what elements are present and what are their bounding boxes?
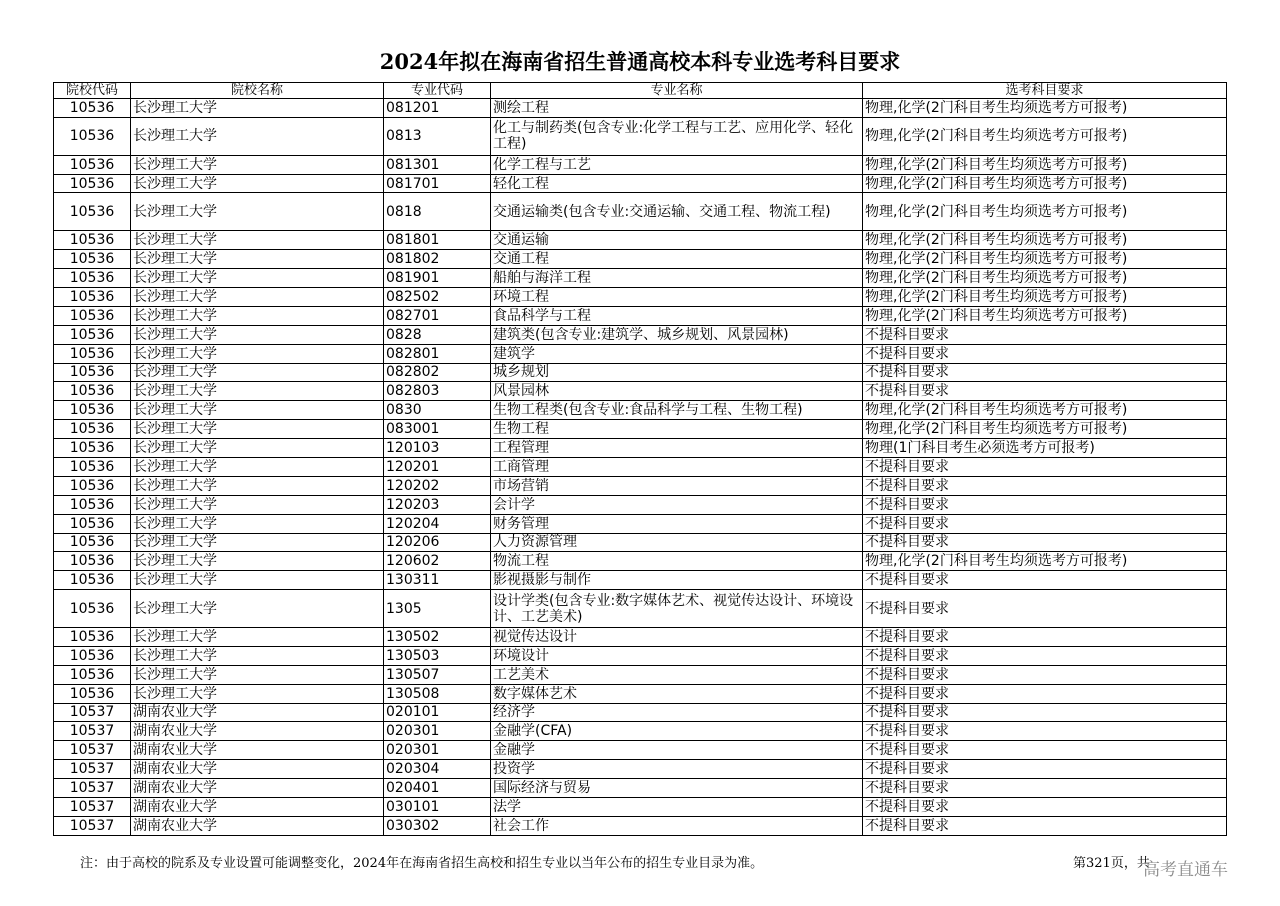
- major-name-cell: 影视摄影与制作: [491, 571, 863, 590]
- major-code-cell: 020401: [384, 779, 491, 798]
- school-code-cell: 10536: [54, 382, 131, 401]
- school-name-cell: 长沙理工大学: [131, 590, 384, 628]
- major-name-cell: 法学: [491, 798, 863, 817]
- table-header-row: [54, 83, 1227, 99]
- school-name-cell: 长沙理工大学: [131, 99, 384, 118]
- major-name-cell: 经济学: [491, 703, 863, 722]
- table-row: [54, 495, 1227, 514]
- subject-requirement-cell: 物理,化学(2门科目考生均须选考方可报考): [863, 269, 1227, 288]
- requirements-table: [53, 82, 1227, 836]
- school-name-cell: 长沙理工大学: [131, 155, 384, 174]
- school-name-cell: 长沙理工大学: [131, 439, 384, 458]
- table-row: [54, 722, 1227, 741]
- major-code-cell: 120202: [384, 476, 491, 495]
- table-row: [54, 627, 1227, 646]
- watermark: 高考直通车: [1143, 860, 1228, 880]
- major-code-cell: 030302: [384, 816, 491, 835]
- major-code-cell: 083001: [384, 420, 491, 439]
- major-name-cell: 设计学类(包含专业:数字媒体艺术、视觉传达设计、环境设计、工艺美术): [491, 590, 863, 628]
- school-code-cell: 10536: [54, 590, 131, 628]
- school-name-cell: 长沙理工大学: [131, 306, 384, 325]
- subject-requirement-cell: 不提科目要求: [863, 382, 1227, 401]
- school-code-cell: 10536: [54, 627, 131, 646]
- subject-requirement-cell: 不提科目要求: [863, 703, 1227, 722]
- school-name-cell: 长沙理工大学: [131, 401, 384, 420]
- header-major-name: 专业名称: [491, 83, 863, 99]
- table-row: [54, 703, 1227, 722]
- school-name-cell: 湖南农业大学: [131, 703, 384, 722]
- school-name-cell: 湖南农业大学: [131, 760, 384, 779]
- table-row: [54, 287, 1227, 306]
- school-code-cell: 10536: [54, 495, 131, 514]
- major-code-cell: 081802: [384, 250, 491, 269]
- subject-requirement-cell: 不提科目要求: [863, 571, 1227, 590]
- table-row: [54, 816, 1227, 835]
- major-code-cell: 081901: [384, 269, 491, 288]
- major-code-cell: 130507: [384, 665, 491, 684]
- major-code-cell: 082701: [384, 306, 491, 325]
- major-name-cell: 工艺美术: [491, 665, 863, 684]
- subject-requirement-cell: 物理,化学(2门科目考生均须选考方可报考): [863, 174, 1227, 193]
- school-name-cell: 长沙理工大学: [131, 552, 384, 571]
- major-code-cell: 130502: [384, 627, 491, 646]
- subject-requirement-cell: 不提科目要求: [863, 741, 1227, 760]
- table-row: [54, 457, 1227, 476]
- subject-requirement-cell: 物理,化学(2门科目考生均须选考方可报考): [863, 401, 1227, 420]
- major-name-cell: 金融学(CFA): [491, 722, 863, 741]
- school-code-cell: 10536: [54, 363, 131, 382]
- table-row: [54, 231, 1227, 250]
- major-code-cell: 082802: [384, 363, 491, 382]
- table-row: [54, 798, 1227, 817]
- subject-requirement-cell: 物理,化学(2门科目考生均须选考方可报考): [863, 420, 1227, 439]
- major-name-cell: 工商管理: [491, 457, 863, 476]
- subject-requirement-cell: 不提科目要求: [863, 363, 1227, 382]
- major-name-cell: 财务管理: [491, 514, 863, 533]
- major-name-cell: 化工与制药类(包含专业:化学工程与工艺、应用化学、轻化工程): [491, 117, 863, 155]
- major-code-cell: 0818: [384, 193, 491, 231]
- subject-requirement-cell: 不提科目要求: [863, 514, 1227, 533]
- school-code-cell: 10536: [54, 457, 131, 476]
- school-code-cell: 10536: [54, 665, 131, 684]
- subject-requirement-cell: 不提科目要求: [863, 495, 1227, 514]
- subject-requirement-cell: 物理(1门科目考生必须选考方可报考): [863, 439, 1227, 458]
- footnote: 注：由于高校的院系及专业设置可能调整变化，2024年在海南省招生高校和招生专业以当年公布的招生专业目录为准。: [80, 856, 764, 871]
- school-name-cell: 长沙理工大学: [131, 363, 384, 382]
- major-code-cell: 082803: [384, 382, 491, 401]
- header-subject-requirement: 选考科目要求: [863, 83, 1227, 99]
- major-code-cell: 020101: [384, 703, 491, 722]
- school-code-cell: 10536: [54, 401, 131, 420]
- subject-requirement-cell: 物理,化学(2门科目考生均须选考方可报考): [863, 552, 1227, 571]
- school-code-cell: 10536: [54, 231, 131, 250]
- subject-requirement-cell: 不提科目要求: [863, 684, 1227, 703]
- table-row: [54, 382, 1227, 401]
- table-row: [54, 741, 1227, 760]
- major-name-cell: 金融学: [491, 741, 863, 760]
- major-code-cell: 120201: [384, 457, 491, 476]
- school-name-cell: 长沙理工大学: [131, 325, 384, 344]
- table-row: [54, 325, 1227, 344]
- school-name-cell: 长沙理工大学: [131, 684, 384, 703]
- subject-requirement-cell: 物理,化学(2门科目考生均须选考方可报考): [863, 117, 1227, 155]
- school-code-cell: 10536: [54, 174, 131, 193]
- school-name-cell: 长沙理工大学: [131, 476, 384, 495]
- major-code-cell: 081201: [384, 99, 491, 118]
- major-code-cell: 130311: [384, 571, 491, 590]
- school-name-cell: 长沙理工大学: [131, 533, 384, 552]
- subject-requirement-cell: 不提科目要求: [863, 798, 1227, 817]
- major-name-cell: 数字媒体艺术: [491, 684, 863, 703]
- school-name-cell: 长沙理工大学: [131, 250, 384, 269]
- school-name-cell: 湖南农业大学: [131, 722, 384, 741]
- table-row: [54, 306, 1227, 325]
- major-name-cell: 交通工程: [491, 250, 863, 269]
- table-row: [54, 99, 1227, 118]
- major-code-cell: 130503: [384, 646, 491, 665]
- table-row: [54, 571, 1227, 590]
- school-code-cell: 10536: [54, 533, 131, 552]
- subject-requirement-cell: 不提科目要求: [863, 344, 1227, 363]
- table-row: [54, 117, 1227, 155]
- major-code-cell: 020301: [384, 741, 491, 760]
- table-body: [54, 99, 1227, 836]
- header-major-code: 专业代码: [384, 83, 491, 99]
- major-code-cell: 120203: [384, 495, 491, 514]
- school-name-cell: 长沙理工大学: [131, 495, 384, 514]
- school-code-cell: 10537: [54, 741, 131, 760]
- school-code-cell: 10536: [54, 420, 131, 439]
- header-school-code: 院校代码: [54, 83, 131, 99]
- subject-requirement-cell: 不提科目要求: [863, 476, 1227, 495]
- school-code-cell: 10537: [54, 703, 131, 722]
- school-name-cell: 长沙理工大学: [131, 231, 384, 250]
- subject-requirement-cell: 不提科目要求: [863, 627, 1227, 646]
- subject-requirement-cell: 物理,化学(2门科目考生均须选考方可报考): [863, 287, 1227, 306]
- table-row: [54, 363, 1227, 382]
- school-code-cell: 10537: [54, 722, 131, 741]
- major-name-cell: 风景园林: [491, 382, 863, 401]
- major-name-cell: 船舶与海洋工程: [491, 269, 863, 288]
- school-name-cell: 长沙理工大学: [131, 514, 384, 533]
- major-code-cell: 120206: [384, 533, 491, 552]
- major-name-cell: 交通运输: [491, 231, 863, 250]
- school-code-cell: 10537: [54, 779, 131, 798]
- table-row: [54, 269, 1227, 288]
- school-name-cell: 长沙理工大学: [131, 174, 384, 193]
- major-name-cell: 视觉传达设计: [491, 627, 863, 646]
- school-name-cell: 长沙理工大学: [131, 665, 384, 684]
- table-row: [54, 174, 1227, 193]
- table-row: [54, 155, 1227, 174]
- school-name-cell: 长沙理工大学: [131, 344, 384, 363]
- school-code-cell: 10536: [54, 646, 131, 665]
- major-name-cell: 人力资源管理: [491, 533, 863, 552]
- page-title: 2024年拟在海南省招生普通高校本科专业选考科目要求: [379, 49, 901, 74]
- school-code-cell: 10537: [54, 816, 131, 835]
- major-name-cell: 生物工程类(包含专业:食品科学与工程、生物工程): [491, 401, 863, 420]
- major-name-cell: 工程管理: [491, 439, 863, 458]
- school-code-cell: 10536: [54, 250, 131, 269]
- school-name-cell: 长沙理工大学: [131, 193, 384, 231]
- major-code-cell: 120103: [384, 439, 491, 458]
- major-code-cell: 020304: [384, 760, 491, 779]
- major-code-cell: 0813: [384, 117, 491, 155]
- school-name-cell: 长沙理工大学: [131, 420, 384, 439]
- school-code-cell: 10537: [54, 798, 131, 817]
- school-name-cell: 湖南农业大学: [131, 741, 384, 760]
- school-name-cell: 长沙理工大学: [131, 571, 384, 590]
- major-code-cell: 120602: [384, 552, 491, 571]
- school-name-cell: 长沙理工大学: [131, 646, 384, 665]
- subject-requirement-cell: 不提科目要求: [863, 722, 1227, 741]
- major-code-cell: 130508: [384, 684, 491, 703]
- subject-requirement-cell: 物理,化学(2门科目考生均须选考方可报考): [863, 306, 1227, 325]
- table-row: [54, 533, 1227, 552]
- major-name-cell: 化学工程与工艺: [491, 155, 863, 174]
- major-name-cell: 生物工程: [491, 420, 863, 439]
- major-code-cell: 0830: [384, 401, 491, 420]
- school-name-cell: 长沙理工大学: [131, 269, 384, 288]
- major-name-cell: 食品科学与工程: [491, 306, 863, 325]
- major-name-cell: 环境工程: [491, 287, 863, 306]
- table-row: [54, 779, 1227, 798]
- school-code-cell: 10536: [54, 193, 131, 231]
- major-name-cell: 会计学: [491, 495, 863, 514]
- subject-requirement-cell: 不提科目要求: [863, 665, 1227, 684]
- table-row: [54, 590, 1227, 628]
- table-row: [54, 439, 1227, 458]
- subject-requirement-cell: 物理,化学(2门科目考生均须选考方可报考): [863, 99, 1227, 118]
- major-name-cell: 国际经济与贸易: [491, 779, 863, 798]
- subject-requirement-cell: 不提科目要求: [863, 779, 1227, 798]
- major-code-cell: 120204: [384, 514, 491, 533]
- school-code-cell: 10536: [54, 269, 131, 288]
- major-name-cell: 投资学: [491, 760, 863, 779]
- subject-requirement-cell: 不提科目要求: [863, 760, 1227, 779]
- major-code-cell: 081301: [384, 155, 491, 174]
- subject-requirement-cell: 不提科目要求: [863, 590, 1227, 628]
- major-code-cell: 081801: [384, 231, 491, 250]
- subject-requirement-cell: 不提科目要求: [863, 325, 1227, 344]
- table-row: [54, 760, 1227, 779]
- school-name-cell: 湖南农业大学: [131, 779, 384, 798]
- subject-requirement-cell: 物理,化学(2门科目考生均须选考方可报考): [863, 250, 1227, 269]
- page-number: 第321页，共: [1073, 856, 1150, 871]
- subject-requirement-cell: 物理,化学(2门科目考生均须选考方可报考): [863, 231, 1227, 250]
- table-row: [54, 250, 1227, 269]
- school-name-cell: 长沙理工大学: [131, 117, 384, 155]
- school-name-cell: 长沙理工大学: [131, 287, 384, 306]
- major-code-cell: 082801: [384, 344, 491, 363]
- major-code-cell: 0828: [384, 325, 491, 344]
- school-code-cell: 10536: [54, 514, 131, 533]
- school-code-cell: 10537: [54, 760, 131, 779]
- school-code-cell: 10536: [54, 155, 131, 174]
- table-row: [54, 684, 1227, 703]
- subject-requirement-cell: 不提科目要求: [863, 533, 1227, 552]
- subject-requirement-cell: 物理,化学(2门科目考生均须选考方可报考): [863, 155, 1227, 174]
- school-code-cell: 10536: [54, 325, 131, 344]
- major-code-cell: 1305: [384, 590, 491, 628]
- major-name-cell: 轻化工程: [491, 174, 863, 193]
- major-name-cell: 市场营销: [491, 476, 863, 495]
- subject-requirement-cell: 不提科目要求: [863, 646, 1227, 665]
- major-name-cell: 社会工作: [491, 816, 863, 835]
- header-school-name: 院校名称: [131, 83, 384, 99]
- major-name-cell: 交通运输类(包含专业:交通运输、交通工程、物流工程): [491, 193, 863, 231]
- school-name-cell: 长沙理工大学: [131, 627, 384, 646]
- school-code-cell: 10536: [54, 571, 131, 590]
- subject-requirement-cell: 不提科目要求: [863, 816, 1227, 835]
- major-code-cell: 030101: [384, 798, 491, 817]
- school-name-cell: 长沙理工大学: [131, 382, 384, 401]
- table-row: [54, 665, 1227, 684]
- table-row: [54, 514, 1227, 533]
- school-code-cell: 10536: [54, 306, 131, 325]
- major-code-cell: 081701: [384, 174, 491, 193]
- subject-requirement-cell: 不提科目要求: [863, 457, 1227, 476]
- school-code-cell: 10536: [54, 117, 131, 155]
- subject-requirement-cell: 物理,化学(2门科目考生均须选考方可报考): [863, 193, 1227, 231]
- school-code-cell: 10536: [54, 287, 131, 306]
- major-code-cell: 082502: [384, 287, 491, 306]
- school-code-cell: 10536: [54, 476, 131, 495]
- school-name-cell: 湖南农业大学: [131, 816, 384, 835]
- table-row: [54, 646, 1227, 665]
- school-code-cell: 10536: [54, 684, 131, 703]
- major-name-cell: 测绘工程: [491, 99, 863, 118]
- table-row: [54, 420, 1227, 439]
- school-code-cell: 10536: [54, 99, 131, 118]
- school-code-cell: 10536: [54, 552, 131, 571]
- school-name-cell: 湖南农业大学: [131, 798, 384, 817]
- table-row: [54, 344, 1227, 363]
- major-name-cell: 物流工程: [491, 552, 863, 571]
- school-code-cell: 10536: [54, 344, 131, 363]
- school-name-cell: 长沙理工大学: [131, 457, 384, 476]
- table-row: [54, 193, 1227, 231]
- school-code-cell: 10536: [54, 439, 131, 458]
- major-name-cell: 城乡规划: [491, 363, 863, 382]
- major-code-cell: 020301: [384, 722, 491, 741]
- major-name-cell: 建筑类(包含专业:建筑学、城乡规划、风景园林): [491, 325, 863, 344]
- table-row: [54, 552, 1227, 571]
- table-row: [54, 401, 1227, 420]
- major-name-cell: 建筑学: [491, 344, 863, 363]
- major-name-cell: 环境设计: [491, 646, 863, 665]
- table-row: [54, 476, 1227, 495]
